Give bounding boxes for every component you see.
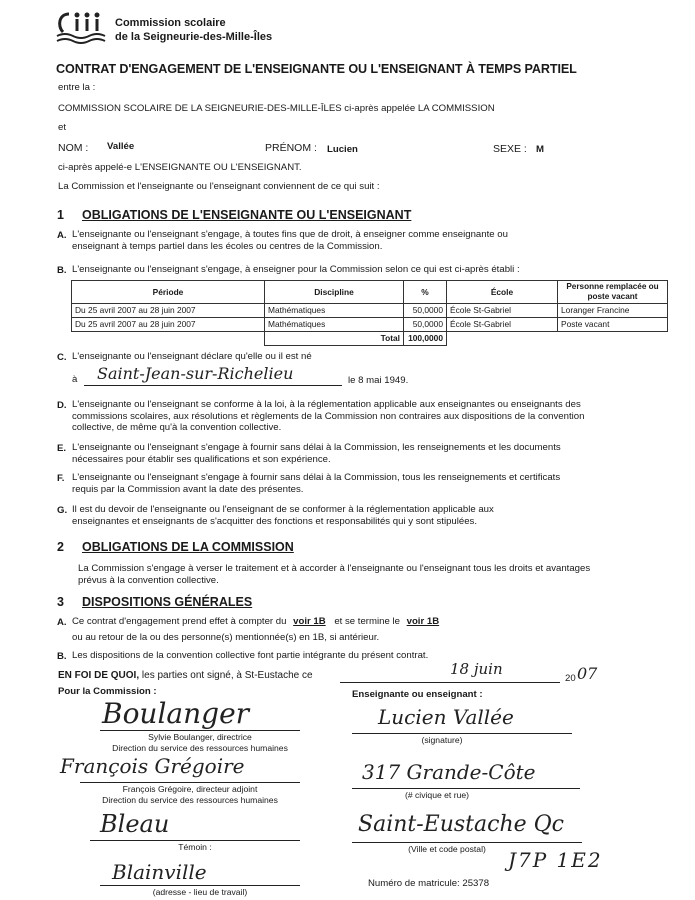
sig2-name: François Grégoire, directeur adjoint [122, 784, 258, 794]
signature-line [90, 840, 300, 841]
appele-line: ci-après appelé-e L'ENSEIGNANTE OU L'ENSEIGNANT. [58, 162, 302, 173]
periods-table-wrap [71, 280, 668, 346]
section1-number: 1 [57, 208, 64, 222]
table-header: Période [72, 281, 265, 304]
prenom-value: Lucien [327, 144, 358, 155]
organization-logo [55, 8, 115, 48]
table-header: École [447, 281, 558, 304]
signature-boulanger: Boulanger [102, 697, 250, 730]
table-cell: Loranger Francine [558, 304, 668, 318]
table-header-row [72, 281, 668, 304]
section2-number: 2 [57, 540, 64, 554]
civic-address-handwritten: 317 Grande-Côte [362, 760, 536, 784]
section3-a-part3: ou au retour de la ou des personne(s) mentionnée(s) en 1B, si antérieur. [72, 632, 380, 643]
matricule-label: Numéro de matricule: [368, 878, 460, 889]
conviennent-line: La Commission et l'enseignante ou l'enseignant conviennent de ce qui suit : [58, 181, 380, 192]
section1-e-text: L'enseignante ou l'enseignant s'engage à fournir sans délai à la Commission, les renseignements et les documents nécessaires pour établir ses qualifications et son expérience. [72, 442, 561, 465]
sig1-name: Sylvie Boulanger, directrice [148, 732, 252, 742]
prenom-label: PRÉNOM : [265, 142, 317, 154]
matricule-value: 25378 [462, 878, 490, 889]
section1-title: OBLIGATIONS DE L'ENSEIGNANTE OU L'ENSEIGNANT [82, 208, 412, 222]
section1-a-text: L'enseignante ou l'enseignant s'engage, à toutes fins que de droit, à enseigner comme enseignante ou enseignant à temps partiel dans les écoles ou centres de la Commission. [72, 229, 508, 252]
nom-value: Vallée [107, 141, 135, 152]
sig1-dept: Direction du service des ressources humaines [112, 743, 288, 753]
signature-temoin: Bleau [100, 810, 170, 838]
signature-line [352, 788, 580, 789]
signature-line [80, 782, 300, 783]
table-total-row [72, 332, 668, 346]
logo-icon [55, 8, 115, 48]
birth-date: le 8 mai 1949. [348, 375, 409, 386]
section1-f-text: L'enseignante ou l'enseignant s'engage à fournir sans délai à la Commission, tous les renseignements et certificats requis par la Commission avant la date des présentes. [72, 472, 561, 495]
section1-a-letter: A. [57, 230, 67, 241]
table-total-label: Total [265, 332, 404, 346]
table-row [72, 304, 668, 318]
table-header: Discipline [265, 281, 404, 304]
section3-number: 3 [57, 595, 64, 609]
section3-a-letter: A. [57, 617, 67, 628]
signature-line [352, 842, 582, 843]
section3-a-part2: et se termine le [334, 616, 400, 627]
signing-date-line [340, 682, 560, 683]
table-empty-cell [72, 332, 265, 346]
postal-code-handwritten: J7P 1E2 [508, 848, 603, 872]
section3-a-line1 [72, 616, 439, 628]
table-cell: Mathématiques [265, 304, 404, 318]
section3-a-ref2: voir 1B [406, 616, 440, 627]
table-cell: Du 25 avril 2007 au 28 juin 2007 [72, 318, 265, 332]
et-label: et [58, 122, 67, 133]
org-name-line2: de la Seigneurie-des-Mille-Îles [115, 31, 273, 43]
signature-line [352, 733, 572, 734]
section2-text: La Commission s'engage à verser le traitement et à accorder à l'enseignante ou l'enseignant tous les droits et avantages prévus à la convention collective. [78, 563, 591, 586]
temoin-address-label: (adresse - lieu de travail) [152, 887, 248, 897]
signature-gregoire: François Grégoire [60, 754, 245, 778]
signature-line [100, 730, 300, 731]
page-title: CONTRAT D'ENGAGEMENT DE L'ENSEIGNANTE OU L'ENSEIGNANT À TEMPS PARTIEL [56, 62, 577, 76]
matricule-line [368, 878, 489, 890]
signature-enseignant: Lucien Vallée [378, 705, 514, 729]
table-cell: École St-Gabriel [447, 318, 558, 332]
section2-title: OBLIGATIONS DE LA COMMISSION [82, 540, 294, 554]
section3-a-part1: Ce contrat d'engagement prend effet à compter du [72, 616, 287, 627]
section1-d-letter: D. [57, 400, 67, 411]
signing-year-handwritten: 07 [577, 664, 598, 683]
section1-b-text: L'enseignante ou l'enseignant s'engage, à enseigner pour la Commission selon ce qui est ci-après établi : [72, 264, 520, 275]
enseignant-signer-label: Enseignante ou enseignant : [352, 689, 483, 700]
section1-c-letter: C. [57, 352, 67, 363]
sig2-dept: Direction du service des ressources humaines [102, 795, 278, 805]
section1-e-letter: E. [57, 443, 67, 454]
nom-label: NOM : [58, 142, 89, 154]
table-cell: École St-Gabriel [447, 304, 558, 318]
table-row [72, 318, 668, 332]
sexe-value: M [536, 144, 544, 155]
birthplace-handwritten: Saint-Jean-sur-Richelieu [97, 364, 294, 383]
foi-bold: EN FOI DE QUOI, [58, 670, 140, 681]
section1-f-letter: F. [57, 473, 65, 484]
city-label: (Ville et code postal) [408, 844, 486, 854]
commission-line: COMMISSION SCOLAIRE DE LA SEIGNEURIE-DES-MILLE-ÎLES ci-après appelée LA COMMISSION [58, 103, 495, 114]
entre-label: entre la : [58, 82, 96, 93]
table-empty-cell [558, 332, 668, 346]
section3-b-letter: B. [57, 651, 67, 662]
section1-g-letter: G. [57, 505, 68, 516]
table-cell: 50,0000 [404, 304, 447, 318]
section3-title: DISPOSITIONS GÉNÉRALES [82, 595, 253, 609]
table-header: Personne remplacée ou poste vacant [558, 281, 668, 304]
table-total-value: 100,0000 [404, 332, 447, 346]
section3-b-text: Les dispositions de la convention collective font partie intégrante du présent contrat. [72, 650, 429, 661]
section1-d-text: L'enseignante ou l'enseignant se conforme à la loi, à la réglementation applicable aux enseignantes ou enseignants des commissions scolaires, aux résolutions et règlements de la Commission non contraires aux dispositions de la convention collective, de même qu'à la convention collective. [72, 399, 585, 434]
foi-line [58, 670, 313, 682]
city-handwritten: Saint-Eustache Qc [358, 812, 565, 837]
section1-c-a: à [72, 374, 78, 385]
foi-text: les parties ont signé, à St-Eustache ce [141, 670, 313, 681]
section1-g-text: Il est du devoir de l'enseignante ou l'enseignant de se conformer à la réglementation applicable aux enseignantes et enseignants de s'acquitter des fonctions et responsabilités qui y sont stipulées. [72, 504, 494, 527]
temoin-label: Témoin : [178, 842, 212, 852]
table-cell: 50,0000 [404, 318, 447, 332]
org-name-line1: Commission scolaire [115, 17, 226, 29]
birthplace-line [84, 385, 342, 386]
table-cell: Mathématiques [265, 318, 404, 332]
periods-table [71, 280, 668, 346]
section1-c-text: L'enseignante ou l'enseignant déclare qu'elle ou il est né [72, 351, 312, 362]
section3-a-ref1: voir 1B [293, 616, 326, 627]
signing-day-handwritten: 18 juin [450, 660, 503, 678]
table-empty-cell [447, 332, 558, 346]
commission-signers-label: Pour la Commission : [58, 686, 157, 697]
table-cell: Du 25 avril 2007 au 28 juin 2007 [72, 304, 265, 318]
sexe-label: SEXE : [493, 143, 527, 155]
table-header: % [404, 281, 447, 304]
civic-label: (# civique et rue) [404, 790, 469, 800]
table-cell: Poste vacant [558, 318, 668, 332]
section1-b-letter: B. [57, 265, 67, 276]
sig-enseignant-label: (signature) [421, 735, 463, 745]
signature-line [100, 885, 300, 886]
signing-year-prefix: 20 [565, 673, 576, 684]
temoin-address-handwritten: Blainville [112, 860, 207, 884]
